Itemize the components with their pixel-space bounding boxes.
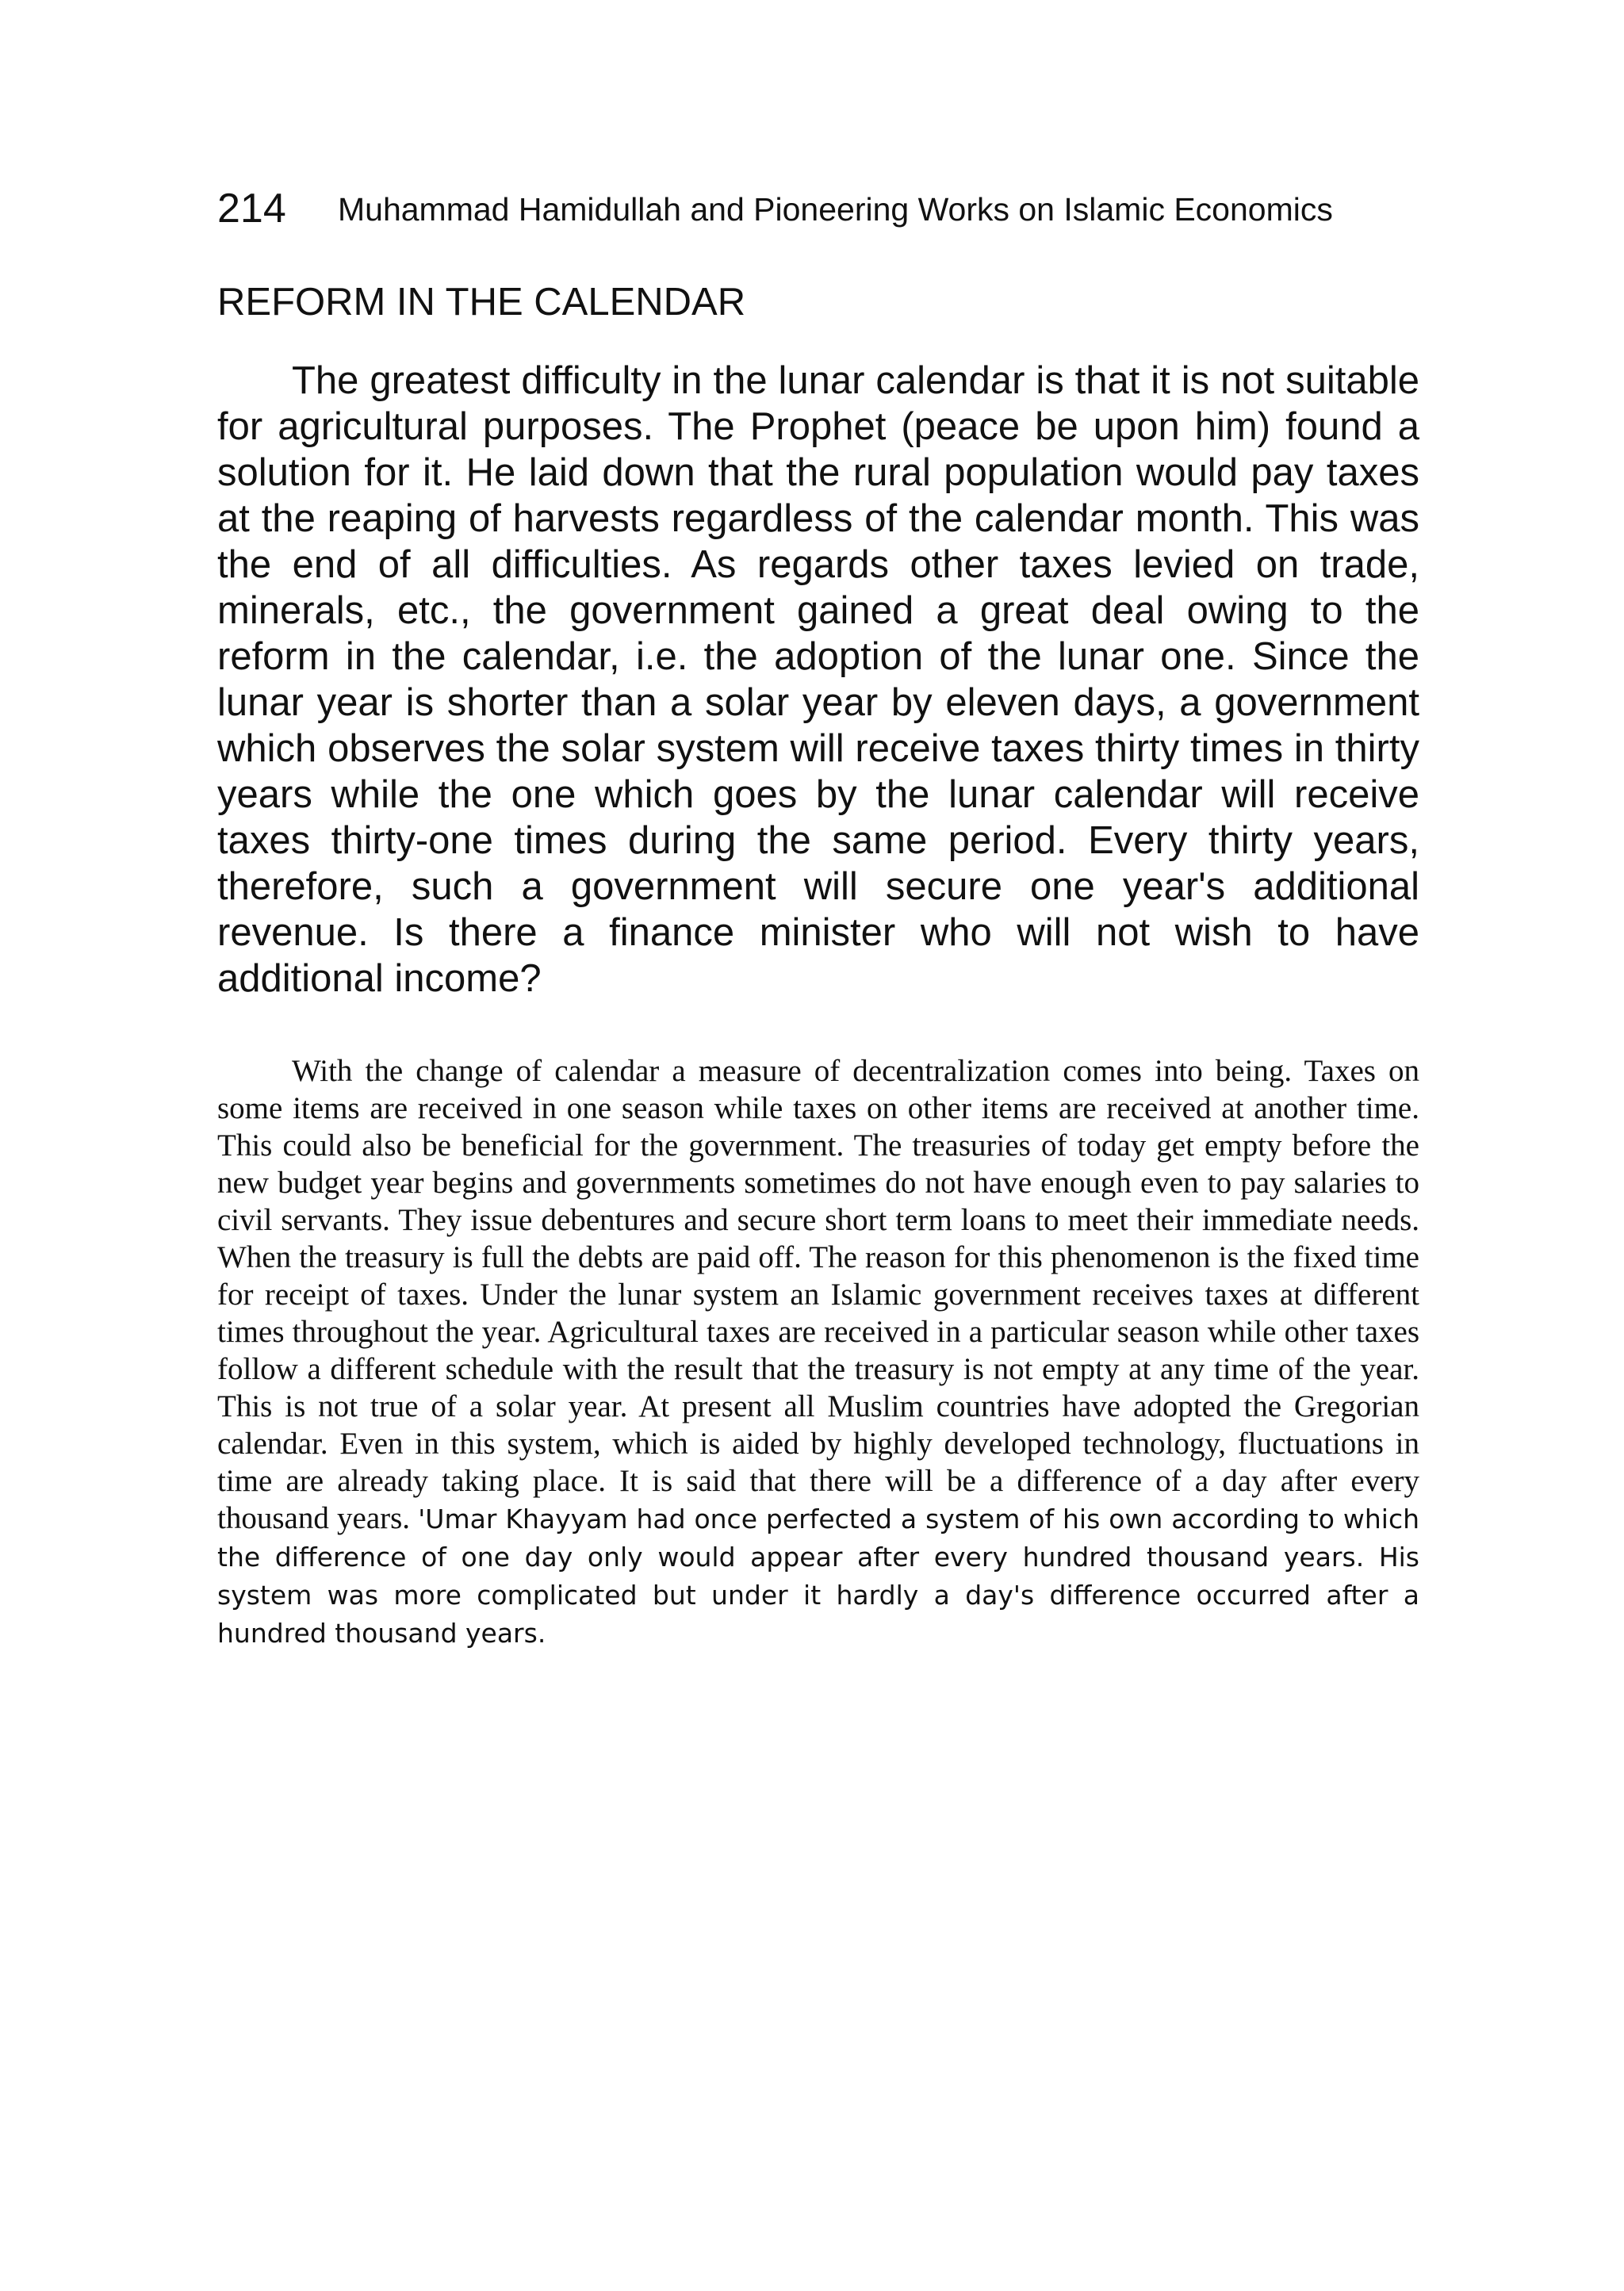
book-title: Muhammad Hamidullah and Pioneering Works on Islamic Economics [338, 191, 1333, 228]
body-paragraph-2-serif-text: With the change of calendar a measure of decentralization comes into being. Taxes on some items are received in one season while taxes on other items are received at another time. This could also be beneficial for the government. The treasuries of today get empty before the new budget year begins and governments sometimes do not have enough even to pay salaries to civil servants. They issue debentures and secure short term loans to meet their immediate needs. When the treasury is full the debts are paid off. The reason for this phenomenon is the fixed time for receipt of taxes. Under the lunar system an Islamic government receives taxes at different times throughout the year. Agricultural taxes are received in a particular season while other taxes follow a different schedule with the result that the treasury is not empty at any time of the year. This is not true of a solar year. At present all Muslim countries have adopted the Gregorian calendar. Even in this system, which is aided by highly developed technology, fluctuations in time are already taking place. It is said that there will be a difference of a day after every thousand years. [217, 1054, 1419, 1535]
page-number: 214 [217, 186, 286, 232]
body-paragraph-1: The greatest difficulty in the lunar calendar is that it is not suitable for agricultural purposes. The Prophet (peace be upon him) found a solution for it. He laid down that the rural population would pay taxes at the reaping of harvests regardless of the calendar month. This was the end of all difficulties. As regards other taxes levied on trade, minerals, etc., the government gained a great deal owing to the reform in the calendar, i.e. the adoption of the lunar one. Since the lunar year is shorter than a solar year by eleven days, a government which observes the solar system will receive taxes thirty times in thirty years while the one which goes by the lunar calendar will receive taxes thirty-one times during the same period. Every thirty years, therefore, such a government will secure one year's additional revenue. Is there a finance minister who will not wish to have additional income? [217, 359, 1419, 1000]
section-heading: REFORM IN THE CALENDAR [217, 281, 746, 324]
body-paragraph-2 [217, 1052, 1419, 1652]
running-header [217, 181, 1423, 236]
body-paragraph-2-sans-text: 'Umar Khayyam had once perfected a system of his own according to which the difference of one day only would appear after every hundred thousand years. His system was more complicated but under it hardly a day's difference occurred after a hundred thousand years. [217, 1504, 1420, 1649]
